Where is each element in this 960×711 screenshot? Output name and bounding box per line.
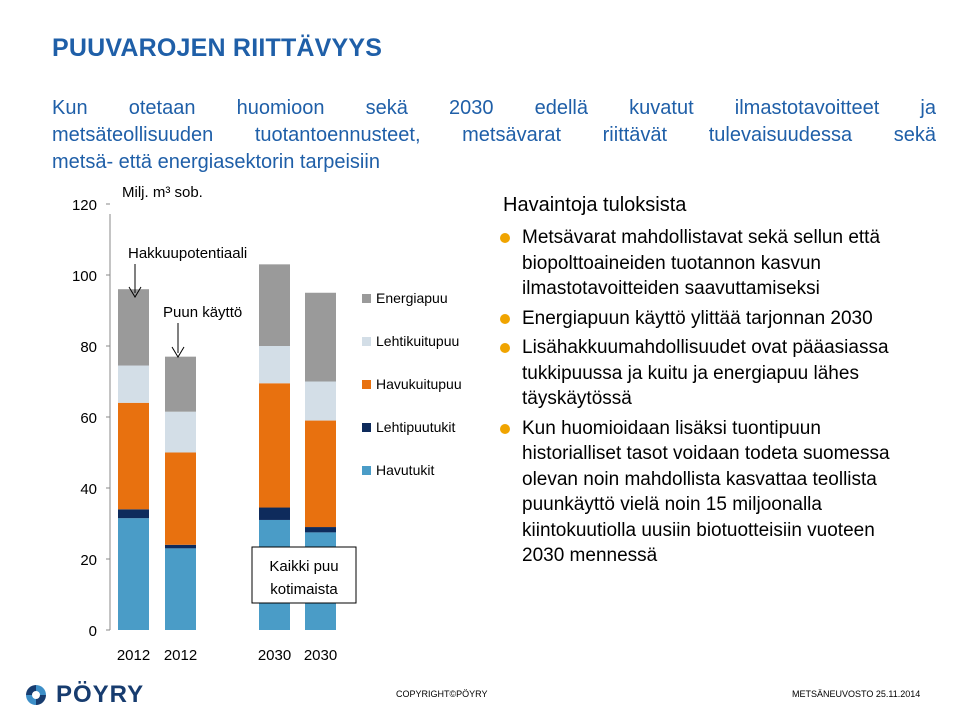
y-tick-label: 0 bbox=[88, 623, 97, 640]
bullet-icon bbox=[500, 343, 510, 353]
annotation-kaikki-puu-line1: Kaikki puu bbox=[269, 558, 339, 575]
bullet-icon bbox=[500, 233, 510, 243]
bar-segment-energiapuu bbox=[259, 264, 290, 346]
legend-label: Lehtikuitupuu bbox=[376, 333, 460, 349]
legend-label: Havukuitupuu bbox=[376, 376, 462, 392]
y-tick-label: 60 bbox=[80, 410, 97, 427]
bar-segment-energiapuu bbox=[165, 357, 196, 412]
bar-segment-energiapuu bbox=[305, 293, 336, 382]
legend-swatch bbox=[362, 337, 371, 346]
observation-item bbox=[500, 416, 920, 569]
bullet-icon bbox=[500, 424, 510, 434]
stacked-bar-chart bbox=[0, 0, 490, 670]
logo-text: PÖYRY bbox=[56, 681, 145, 708]
observations-list bbox=[500, 225, 920, 573]
bar-segment-lehtikuitupuu bbox=[118, 366, 149, 403]
slide-title: PUUVAROJEN RIITTÄVYYS bbox=[52, 34, 383, 62]
subtitle-line-3: metsä- että energiasektorin tarpeisiin bbox=[52, 151, 380, 173]
observation-text: Lisähakkuumahdollisuudet ovat pääasiassa tukkipuussa ja kuitu ja energiapuu lähes täyskäytössä bbox=[522, 337, 889, 409]
company-logo bbox=[22, 681, 144, 709]
observations-heading: Havaintoja tuloksista bbox=[503, 194, 687, 216]
bar-segment-lehtipuutukit bbox=[118, 509, 149, 518]
y-tick-label: 120 bbox=[71, 197, 97, 214]
footer-copyright: COPYRIGHT©PÖYRY bbox=[396, 689, 488, 699]
bar-segment-havukuitupuu bbox=[259, 383, 290, 507]
y-unit-label: Milj. m³ sob. bbox=[122, 184, 203, 201]
observation-text: Energiapuun käyttö ylittää tarjonnan 2030 bbox=[522, 307, 873, 329]
annotation-hakkuupotentiaali: Hakkuupotentiaali bbox=[128, 245, 248, 262]
bar-segment-havukuitupuu bbox=[118, 403, 149, 510]
y-tick-label: 100 bbox=[71, 268, 97, 285]
observation-text: Kun huomioidaan lisäksi tuontipuun historialliset tasot voidaan todeta suomessa olevan noin mahdollista kasvattaa teollista puunkäyttö vielä noin 15 miljoonalla kiintokuutiolla uusiin biotuotteisiin vuoteen 2030 mennessä bbox=[522, 417, 890, 566]
annotation-puun-kaytto: Puun käyttö bbox=[163, 304, 243, 321]
bar-segment-havutukit bbox=[118, 518, 149, 630]
x-tick-label: 2030 bbox=[303, 647, 338, 664]
bar-segment-lehtikuitupuu bbox=[165, 412, 196, 453]
legend-label: Havutukit bbox=[376, 462, 435, 478]
observation-text: Metsävarat mahdollistavat sekä sellun että biopolttoaineiden tuotannon kasvun ilmastotavoitteiden saavuttamiseksi bbox=[522, 227, 881, 299]
footer-event: METSÄNEUVOSTO 25.11.2014 bbox=[792, 689, 921, 699]
x-tick-label: 2012 bbox=[163, 647, 198, 664]
annotation-kaikki-puu-line2: kotimaista bbox=[270, 581, 338, 598]
bar-segment-lehtikuitupuu bbox=[259, 346, 290, 383]
bar-segment-lehtikuitupuu bbox=[305, 382, 336, 421]
bar-segment-havukuitupuu bbox=[165, 453, 196, 545]
x-tick-label: 2012 bbox=[116, 647, 151, 664]
observation-item bbox=[500, 335, 920, 412]
legend-swatch bbox=[362, 294, 371, 303]
bullet-icon bbox=[500, 314, 510, 324]
bar-segment-lehtipuutukit bbox=[259, 508, 290, 520]
y-tick-label: 20 bbox=[80, 552, 97, 569]
bar-segment-havutukit bbox=[165, 548, 196, 630]
legend-label: Energiapuu bbox=[376, 290, 448, 306]
legend-label: Lehtipuutukit bbox=[376, 419, 456, 435]
subtitle-line-2: metsäteollisuuden tuotantoennusteet, metsävarat riittävät tulevaisuudessa sekä bbox=[52, 124, 936, 146]
legend-swatch bbox=[362, 466, 371, 475]
bar-segment-lehtipuutukit bbox=[165, 545, 196, 549]
bar-segment-energiapuu bbox=[118, 289, 149, 365]
x-tick-label: 2030 bbox=[257, 647, 292, 664]
subtitle-line-1: Kun otetaan huomioon sekä 2030 edellä kuvatut ilmastotavoitteet ja bbox=[52, 97, 936, 119]
legend-swatch bbox=[362, 380, 371, 389]
y-tick-label: 80 bbox=[80, 339, 97, 356]
observation-item bbox=[500, 306, 920, 332]
y-tick-label: 40 bbox=[80, 481, 97, 498]
bar-segment-lehtipuutukit bbox=[305, 527, 336, 532]
legend-swatch bbox=[362, 423, 371, 432]
poyry-logo-mark-icon bbox=[22, 683, 50, 707]
bar-segment-havukuitupuu bbox=[305, 421, 336, 528]
observation-item bbox=[500, 225, 920, 302]
